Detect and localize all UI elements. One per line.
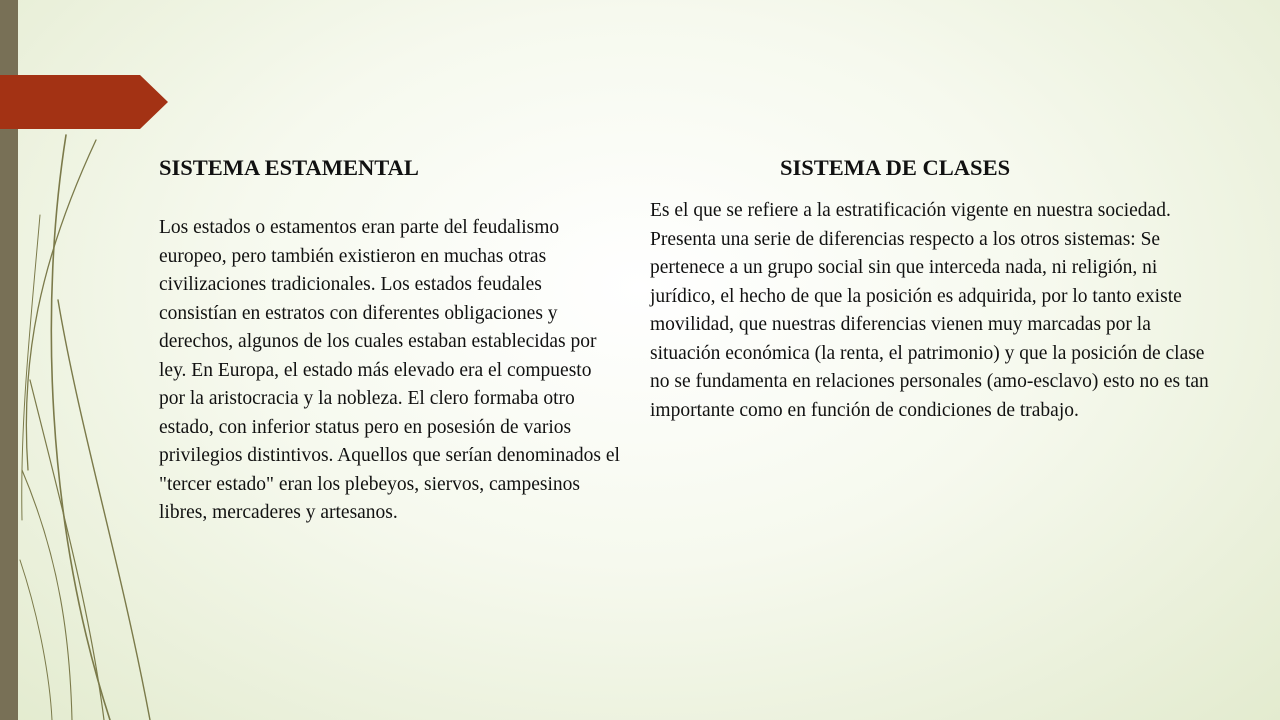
right-body-text: Es el que se refiere a la estratificación vigente en nuestra sociedad. Presenta una serie de diferencias respecto a los otros sistemas: Se pertenece a un grupo social sin que interceda nada, ni religión, ni jurídico, el hecho de que la posición es adquirida, por lo tanto existe movilidad, que nuestras diferencias vienen muy marcadas por la situación económica (la renta, el patrimonio) y que la posición de clase no se fundamenta en relaciones personales (amo-esclavo) esto no es tan importante como en función de condiciones de trabajo.: [650, 200, 1209, 421]
left-column: [159, 214, 621, 528]
right-column: [650, 197, 1216, 425]
right-heading: SISTEMA DE CLASES: [780, 155, 1011, 180]
left-heading: SISTEMA ESTAMENTAL: [159, 155, 419, 180]
left-body-text: Los estados o estamentos eran parte del feudalismo europeo, pero también existieron en muchas otras civilizaciones tradicionales. Los estados feudales consistían en estratos con diferentes obligaciones y derechos, algunos de los cuales estaban establecidas por ley. En Europa, el estado más elevado era el compuesto por la aristocracia y la nobleza. El clero formaba otro estado, con inferior status pero en posesión de varios privilegios distintivos. Aquellos que serían denominados el "tercer estado" eran los plebeyos, siervos, campesinos libres, mercaderes y artesanos.: [159, 217, 620, 523]
red-arrow-accent: [0, 75, 168, 129]
